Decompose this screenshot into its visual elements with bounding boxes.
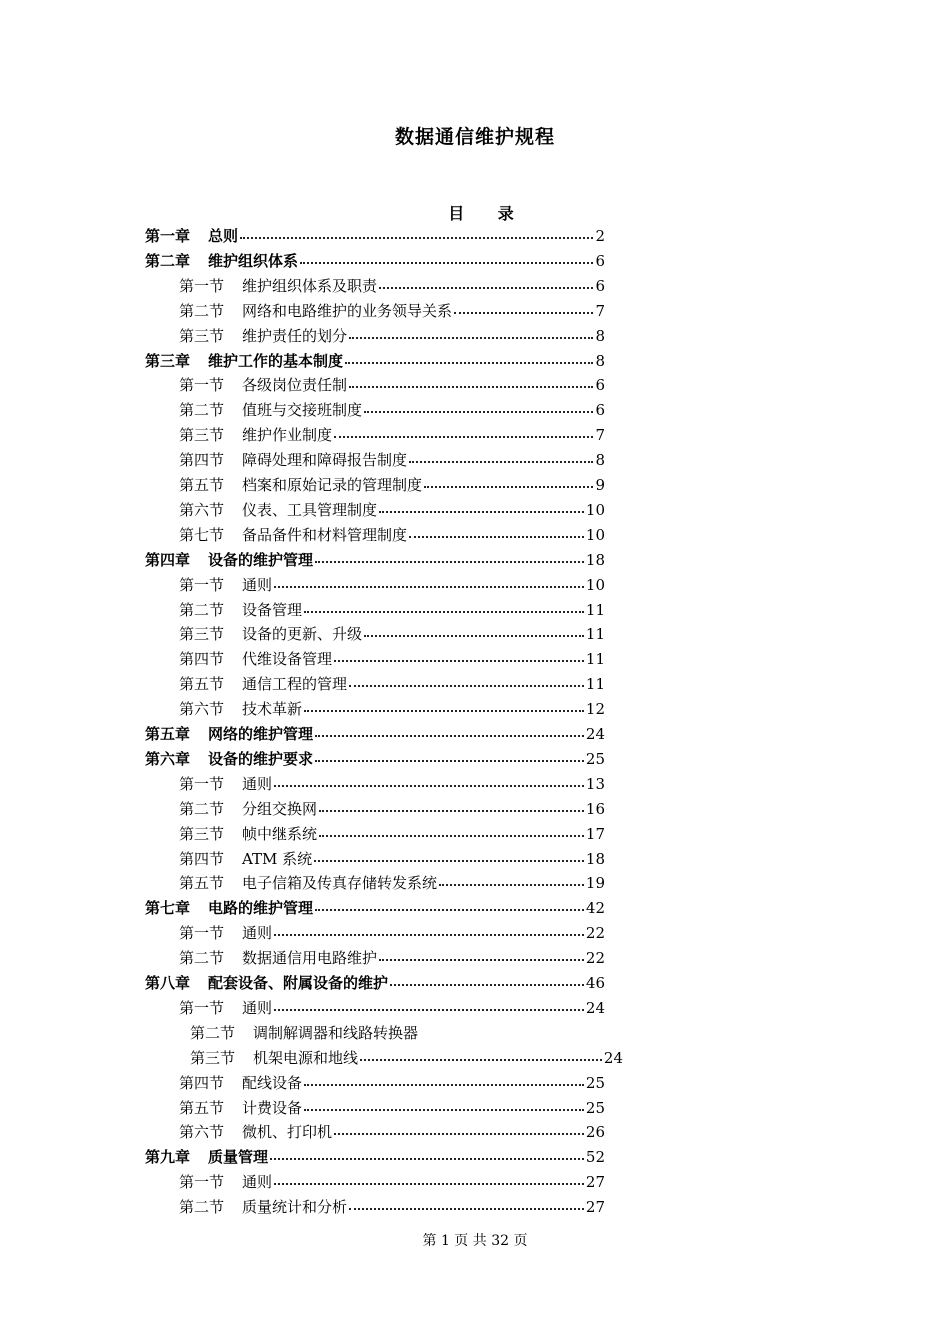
toc-section-entry[interactable] xyxy=(179,473,605,497)
toc-entry-title: 仪表、工具管理制度 xyxy=(242,500,378,519)
toc-chapter-entry[interactable] xyxy=(145,896,605,920)
toc-entry-number: 第二节 xyxy=(179,799,225,818)
toc-entry-number: 第三节 xyxy=(179,426,225,445)
toc-entry-number: 第四节 xyxy=(179,1073,225,1092)
toc-entry-title: 设备的更新、升级 xyxy=(242,625,363,644)
toc-entry-page: 8 xyxy=(595,351,605,370)
toc-chapter-entry[interactable] xyxy=(145,722,605,746)
toc-entry-title: 通则 xyxy=(242,774,273,793)
toc-dot-leader xyxy=(302,697,586,721)
toc-entry-page: 11 xyxy=(585,675,605,694)
toc-section-entry[interactable] xyxy=(179,523,605,547)
toc-entry-page: 9 xyxy=(595,476,605,494)
toc-dot-leader xyxy=(347,373,595,397)
toc-section-entry[interactable] xyxy=(179,996,605,1020)
toc-entry-page: 27 xyxy=(585,1198,605,1217)
toc-entry-title: 电路的维护管理 xyxy=(208,899,314,918)
toc-entry-page: 6 xyxy=(595,251,605,270)
toc-entry-number: 第六节 xyxy=(179,500,225,519)
toc-entry-page: 24 xyxy=(603,1048,623,1067)
toc-entry-number: 第三节 xyxy=(179,326,225,345)
toc-entry-page: 2 xyxy=(595,227,605,245)
toc-entry-title: 帧中继系统 xyxy=(242,824,318,843)
toc-dot-leader xyxy=(302,1096,586,1120)
toc-section-entry[interactable] xyxy=(190,1046,623,1070)
toc-dot-leader xyxy=(422,473,595,497)
toc-entry-number: 第六节 xyxy=(179,700,225,719)
toc-dot-leader xyxy=(437,871,586,895)
toc-entry-title: 通则 xyxy=(242,575,273,594)
toc-entry-page: 10 xyxy=(585,575,605,594)
toc-entry-title: 通信工程的管理 xyxy=(242,675,348,694)
toc-entry-title: 分组交换网 xyxy=(242,799,318,818)
toc-section-entry[interactable] xyxy=(190,1021,623,1045)
toc-section-entry[interactable] xyxy=(179,598,605,622)
toc-heading: 目 录 xyxy=(448,204,528,223)
toc-chapter-entry[interactable] xyxy=(145,249,605,273)
toc-dot-leader xyxy=(358,1046,604,1070)
toc-section-entry[interactable] xyxy=(179,672,605,696)
toc-entry-title: 设备的维护要求 xyxy=(208,749,314,768)
toc-dot-leader xyxy=(362,622,586,646)
toc-chapter-entry[interactable] xyxy=(145,1145,605,1169)
toc-section-entry[interactable] xyxy=(179,847,605,871)
toc-dot-leader xyxy=(452,299,595,323)
toc-entry-number: 第三节 xyxy=(179,625,225,644)
toc-entry-number: 第一节 xyxy=(179,774,225,793)
toc-section-entry[interactable] xyxy=(179,921,605,945)
toc-entry-number: 第九章 xyxy=(145,1148,191,1167)
toc-dot-leader xyxy=(317,797,586,821)
toc-entry-number: 第一节 xyxy=(179,575,225,594)
toc-dot-leader xyxy=(272,573,586,597)
toc-entry-number: 第七节 xyxy=(179,525,225,544)
toc-section-entry[interactable] xyxy=(179,772,605,796)
toc-section-entry[interactable] xyxy=(179,448,605,472)
toc-chapter-entry[interactable] xyxy=(145,548,605,572)
toc-section-entry[interactable] xyxy=(179,274,605,298)
toc-entry-title: 微机、打印机 xyxy=(242,1123,333,1142)
toc-entry-title: 备品备件和材料管理制度 xyxy=(242,525,408,544)
toc-entry-number: 第三节 xyxy=(179,824,225,843)
toc-entry-title: 通则 xyxy=(242,998,273,1017)
toc-entry-page: 22 xyxy=(585,949,605,968)
toc-entry-title: 维护工作的基本制度 xyxy=(208,351,344,370)
toc-entry-number: 第一章 xyxy=(145,227,191,245)
toc-entry-number: 第六节 xyxy=(179,1123,225,1142)
toc-entry-number: 第四节 xyxy=(179,451,225,470)
toc-entry-title: 障碍处理和障碍报告制度 xyxy=(242,451,408,470)
toc-entry-number: 第四节 xyxy=(179,849,225,868)
toc-entry-page: 25 xyxy=(585,749,605,768)
toc-dot-leader xyxy=(343,349,595,373)
toc-dot-leader xyxy=(312,847,586,871)
toc-entry-number: 第四章 xyxy=(145,550,191,569)
toc-entry-number: 第七章 xyxy=(145,899,191,918)
toc-entry-page: 11 xyxy=(585,650,605,669)
toc-dot-leader xyxy=(313,722,586,746)
toc-entry-title: 配线设备 xyxy=(242,1073,303,1092)
toc-dot-leader xyxy=(298,249,595,273)
toc-dot-leader xyxy=(313,747,586,771)
toc-dot-leader xyxy=(313,896,586,920)
toc-entry-number: 第三章 xyxy=(145,351,191,370)
toc-dot-leader xyxy=(347,672,586,696)
toc-dot-leader xyxy=(377,274,595,298)
toc-entry-page: 7 xyxy=(595,426,605,445)
toc-section-entry[interactable] xyxy=(179,822,605,846)
toc-section-entry[interactable] xyxy=(179,498,605,522)
toc-dot-leader xyxy=(362,398,595,422)
toc-section-entry[interactable] xyxy=(179,871,605,895)
toc-entry-title: 配套设备、附属设备的维护 xyxy=(208,974,389,992)
toc-entry-page: 27 xyxy=(585,1173,605,1192)
toc-entry-page: 25 xyxy=(585,1098,605,1117)
toc-section-entry[interactable] xyxy=(179,622,605,646)
toc-section-entry[interactable] xyxy=(179,946,605,970)
toc-entry-number: 第五节 xyxy=(179,476,225,494)
toc-entry-number: 第五节 xyxy=(179,1098,225,1117)
toc-entry-page: 22 xyxy=(585,924,605,943)
toc-entry-page: 6 xyxy=(595,376,605,395)
toc-entry-title: 数据通信用电路维护 xyxy=(242,949,378,968)
toc-section-entry[interactable] xyxy=(179,324,605,348)
toc-section-entry[interactable] xyxy=(179,1170,605,1194)
toc-entry-title: 维护作业制度 xyxy=(242,426,333,445)
toc-dot-leader xyxy=(347,324,595,348)
toc-entry-number: 第一节 xyxy=(179,924,225,943)
toc-entry-title: 调制解调器和线路转换器 xyxy=(253,1023,419,1042)
toc-entry-title: 通则 xyxy=(242,1173,273,1192)
toc-dot-leader xyxy=(272,996,586,1020)
toc-section-entry[interactable] xyxy=(179,373,605,397)
toc-entry-page: 12 xyxy=(585,700,605,719)
toc-section-entry[interactable] xyxy=(179,423,605,447)
toc-entry-number: 第二章 xyxy=(145,251,191,270)
toc-dot-leader xyxy=(238,224,595,248)
toc-entry-number: 第一节 xyxy=(179,998,225,1017)
toc-entry-title: 网络和电路维护的业务领导关系 xyxy=(242,301,453,320)
toc-entry-title: 设备管理 xyxy=(242,600,303,619)
toc-section-entry[interactable] xyxy=(179,797,605,821)
toc-entry-number: 第二节 xyxy=(179,301,225,320)
toc-entry-number: 第二节 xyxy=(179,600,225,619)
toc-dot-leader xyxy=(302,1071,586,1095)
toc-dot-leader xyxy=(377,946,586,970)
toc-entry-page: 24 xyxy=(585,725,605,743)
toc-entry-page: 18 xyxy=(585,849,605,868)
toc-entry-title: 各级岗位责任制 xyxy=(242,376,348,395)
toc-entry-number: 第三节 xyxy=(190,1048,236,1067)
toc-entry-page: 46 xyxy=(585,974,605,992)
toc-entry-page: 26 xyxy=(585,1123,605,1142)
toc-entry-title: 总则 xyxy=(208,227,239,245)
toc-entry-title: 技术革新 xyxy=(242,700,303,719)
toc-dot-leader xyxy=(332,423,595,447)
toc-section-entry[interactable] xyxy=(179,1096,605,1120)
toc-section-entry[interactable] xyxy=(179,398,605,422)
toc-entry-number: 第一节 xyxy=(179,376,225,395)
toc-entry-page: 13 xyxy=(585,774,605,793)
toc-dot-leader xyxy=(332,647,586,671)
toc-entry-number: 第八章 xyxy=(145,974,191,992)
toc-entry-number: 第六章 xyxy=(145,749,191,768)
toc-entry-title: 计费设备 xyxy=(242,1098,303,1117)
toc-section-entry[interactable] xyxy=(179,647,605,671)
toc-chapter-entry[interactable] xyxy=(145,224,605,248)
toc-entry-number: 第二节 xyxy=(179,949,225,968)
toc-entry-title: 通则 xyxy=(242,924,273,943)
toc-entry-page: 17 xyxy=(585,824,605,843)
toc-entry-page: 19 xyxy=(585,874,605,893)
toc-entry-page: 42 xyxy=(585,899,605,918)
toc-dot-leader xyxy=(332,1120,586,1144)
toc-entry-title: 档案和原始记录的管理制度 xyxy=(242,476,423,494)
toc-section-entry[interactable] xyxy=(179,1071,605,1095)
toc-dot-leader xyxy=(272,772,586,796)
toc-entry-page: 8 xyxy=(595,326,605,345)
toc-entry-title: ATM 系统 xyxy=(242,849,313,868)
toc-entry-title: 维护组织体系及职责 xyxy=(242,276,378,295)
toc-dot-leader xyxy=(317,822,586,846)
toc-entry-page: 7 xyxy=(595,301,605,320)
toc-entry-page: 6 xyxy=(595,401,605,420)
toc-entry-number: 第五章 xyxy=(145,725,191,743)
toc-entry-title: 电子信箱及传真存储转发系统 xyxy=(242,874,438,893)
toc-dot-leader xyxy=(272,1170,586,1194)
toc-entry-number: 第五节 xyxy=(179,874,225,893)
toc-dot-leader xyxy=(377,498,586,522)
toc-entry-title: 质量统计和分析 xyxy=(242,1198,348,1217)
toc-entry-page: 18 xyxy=(585,550,605,569)
toc-entry-number: 第四节 xyxy=(179,650,225,669)
toc-entry-page: 25 xyxy=(585,1073,605,1092)
toc-entry-title: 值班与交接班制度 xyxy=(242,401,363,420)
toc-dot-leader xyxy=(388,971,586,995)
toc-entry-title: 代维设备管理 xyxy=(242,650,333,669)
toc-section-entry[interactable] xyxy=(179,697,605,721)
toc-section-entry[interactable] xyxy=(179,299,605,323)
toc-entry-page: 16 xyxy=(585,799,605,818)
toc-entry-number: 第二节 xyxy=(179,401,225,420)
toc-dot-leader xyxy=(407,523,586,547)
toc-entry-title: 网络的维护管理 xyxy=(208,725,314,743)
toc-dot-leader xyxy=(347,1195,586,1219)
toc-section-entry[interactable] xyxy=(179,1120,605,1144)
toc-entry-number: 第二节 xyxy=(179,1198,225,1217)
toc-entry-page: 10 xyxy=(585,500,605,519)
toc-entry-number: 第一节 xyxy=(179,1173,225,1192)
toc-section-entry[interactable] xyxy=(179,573,605,597)
toc-chapter-entry[interactable] xyxy=(145,349,605,373)
toc-dot-leader xyxy=(302,598,586,622)
toc-chapter-entry[interactable] xyxy=(145,747,605,771)
toc-entry-number: 第一节 xyxy=(179,276,225,295)
toc-entry-title: 维护组织体系 xyxy=(208,251,299,270)
document-title: 数据通信维护规程 xyxy=(394,126,555,148)
toc-dot-leader xyxy=(313,548,586,572)
toc-entry-title: 维护责任的划分 xyxy=(242,326,348,345)
toc-entry-page: 6 xyxy=(595,276,605,295)
toc-entry-page: 8 xyxy=(595,451,605,470)
toc-chapter-entry[interactable] xyxy=(145,971,605,995)
toc-section-entry[interactable] xyxy=(179,1195,605,1219)
toc-entry-number: 第五节 xyxy=(179,675,225,694)
toc-entry-title: 机架电源和地线 xyxy=(253,1048,359,1067)
toc-entry-page: 11 xyxy=(585,600,605,619)
toc-entry-page: 10 xyxy=(585,525,605,544)
page-footer: 第 1 页 共 32 页 xyxy=(422,1233,528,1249)
toc-entry-title: 质量管理 xyxy=(208,1148,269,1167)
toc-entry-page: 24 xyxy=(585,998,605,1017)
toc-entry-page: 52 xyxy=(585,1148,605,1167)
toc-entry-number: 第二节 xyxy=(190,1023,236,1042)
toc-entry-page: 11 xyxy=(585,625,605,644)
toc-dot-leader xyxy=(268,1145,586,1169)
toc-entry-title: 设备的维护管理 xyxy=(208,550,314,569)
toc-dot-leader xyxy=(407,448,595,472)
toc-dot-leader xyxy=(272,921,586,945)
